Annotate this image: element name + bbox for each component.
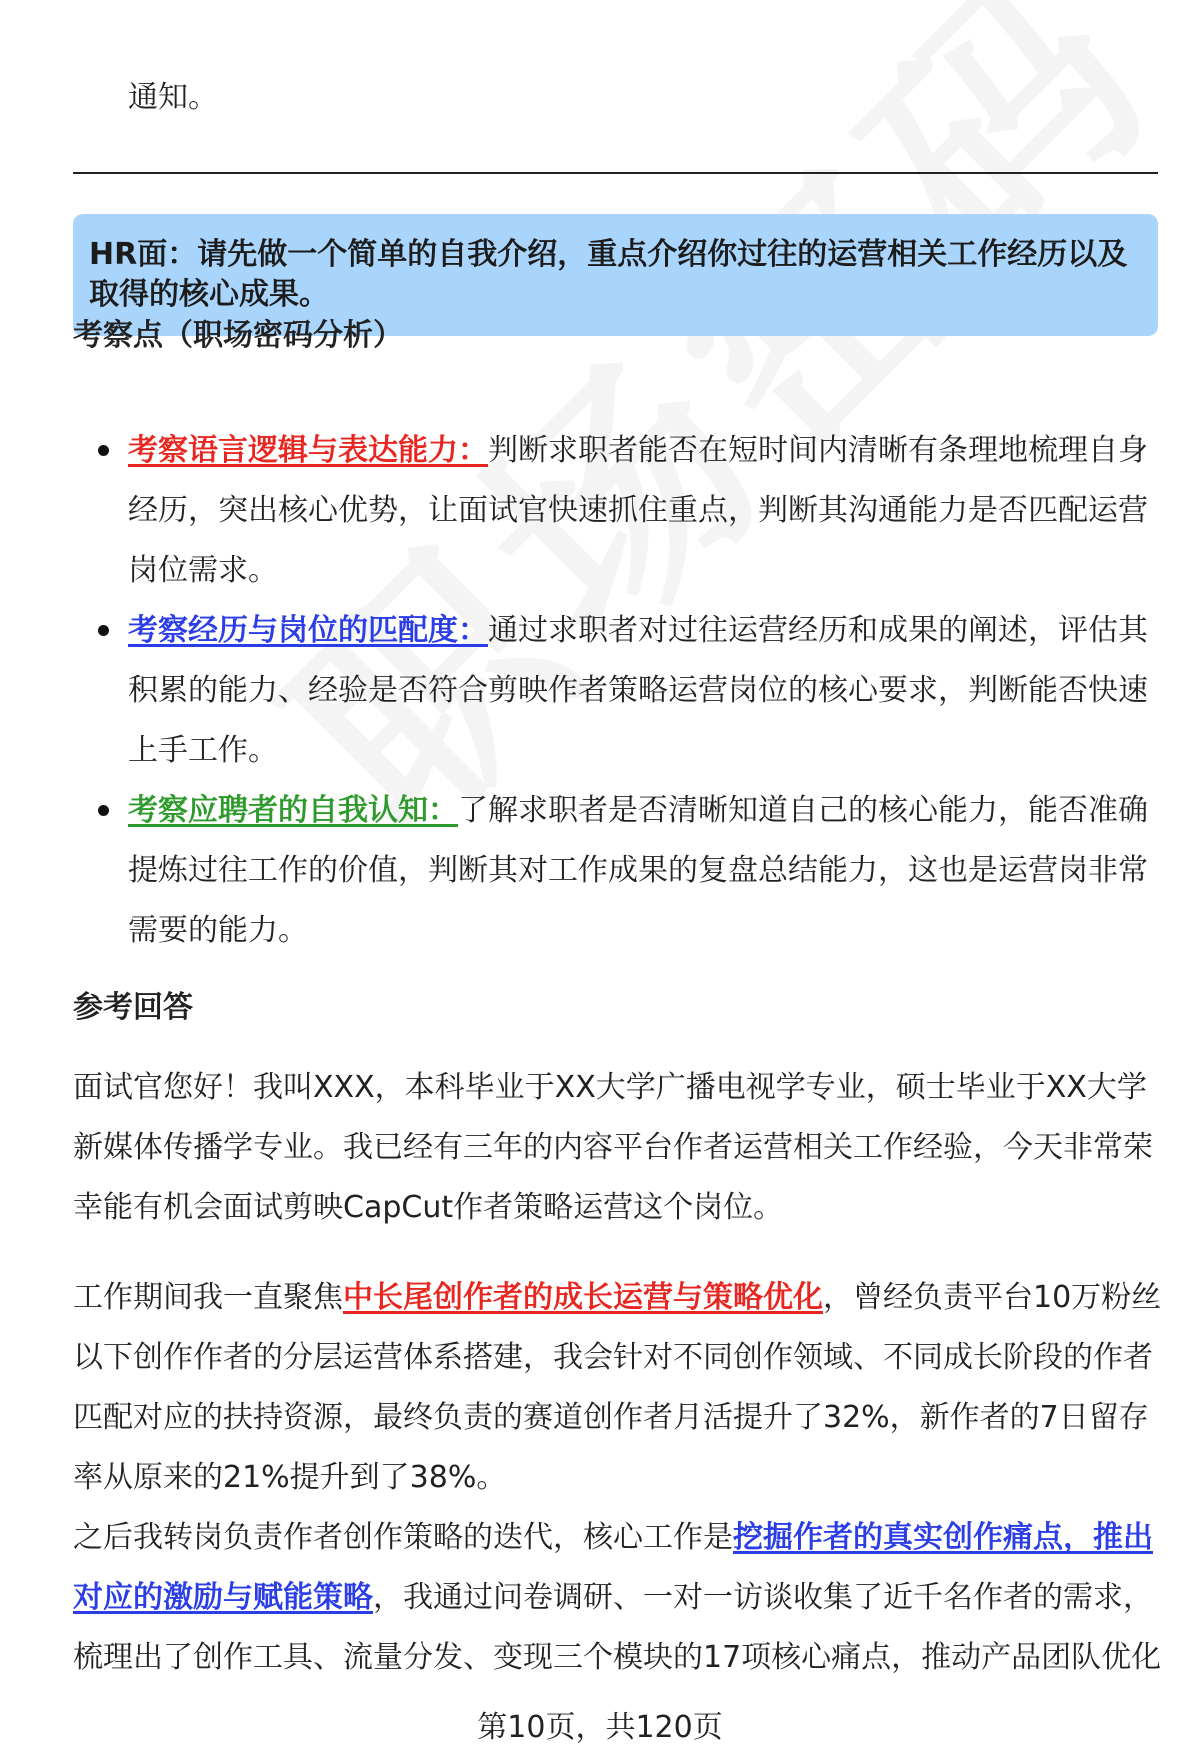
paragraph-text: 工作期间我一直聚焦	[73, 1280, 343, 1315]
highlight-text: 中长尾创作者的成长运营与策略优化	[343, 1280, 823, 1315]
section-divider	[73, 172, 1158, 174]
assessment-point-list	[128, 421, 1158, 961]
assessment-description: 判断求职者能否在短时间内清晰有条理地梳理自身经历，突出核心优势，让面试官快速抓住重点，判断其沟通能力是否匹配运营岗位需求。	[128, 433, 1148, 588]
answer-heading: 参考回答	[73, 990, 193, 1025]
assessment-description: 通过求职者对过往运营经历和成果的阐述，评估其积累的能力、经验是否符合剪映作者策略运营岗位的核心要求，判断能否快速上手工作。	[128, 613, 1148, 768]
assessment-heading: 考察点（职场密码分析）	[73, 318, 403, 353]
answer-paragraph-intro: 面试官您好！我叫XXX，本科毕业于XX大学广播电视学专业，硕士毕业于XX大学新媒体传播学专业。我已经有三年的内容平台作者运营相关工作经验，今天非常荣幸能有机会面试剪映CapCut作者策略运营这个岗位。	[73, 1070, 1153, 1225]
assessment-point	[128, 601, 1158, 781]
assessment-keyword: 考察经历与岗位的匹配度：	[128, 613, 488, 648]
assessment-point	[128, 421, 1158, 601]
hr-question-text: HR面：请先做一个简单的自我介绍，重点介绍你过往的运营相关工作经历以及取得的核心成果。	[89, 237, 1128, 312]
page-number-footer: 第10页，共120页	[477, 1710, 723, 1745]
answer-paragraph-strategy	[73, 1508, 1163, 1688]
bullet-icon	[98, 625, 109, 636]
answer-paragraph-experience	[73, 1268, 1163, 1508]
assessment-keyword: 考察应聘者的自我认知：	[128, 793, 458, 828]
paragraph-text: 之后我转岗负责作者创作策略的迭代，核心工作是	[73, 1520, 733, 1555]
assessment-description: 了解求职者是否清晰知道自己的核心能力，能否准确提炼过往工作的价值，判断其对工作成果的复盘总结能力，这也是运营岗非常需要的能力。	[128, 793, 1148, 948]
previous-section-tail: 通知。	[128, 80, 218, 115]
paragraph-text: ，曾经负责平台10万粉丝以下创作作者的分层运营体系搭建，我会针对不同创作领域、不同成长阶段的作者匹配对应的扶持资源，最终负责的赛道创作者月活提升了32%，新作者的7日留存率从原来的21%提升到了38%。	[73, 1280, 1162, 1495]
assessment-keyword: 考察语言逻辑与表达能力：	[128, 433, 488, 468]
bullet-icon	[98, 805, 109, 816]
highlight-text: 挖掘作者的真实创作痛点，推出对应的激励与赋能策略	[73, 1520, 1153, 1615]
paragraph-text: ，我通过问卷调研、一对一访谈收集了近千名作者的需求，梳理出了创作工具、流量分发、变现三个模块的17项核心痛点，推动产品团队优化	[73, 1580, 1162, 1675]
assessment-point	[128, 781, 1158, 961]
bullet-icon	[98, 445, 109, 456]
